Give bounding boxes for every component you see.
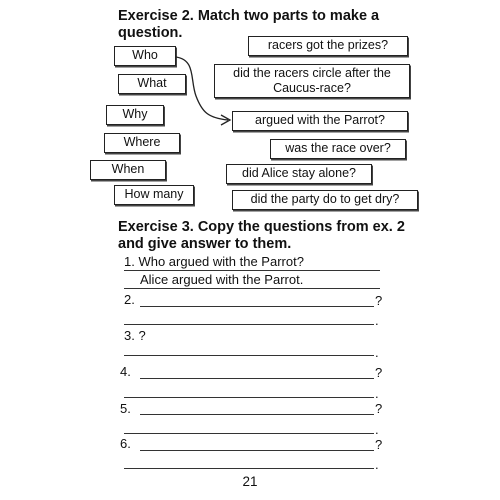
question-mark-4: ?	[375, 365, 383, 380]
period-mark-4: .	[375, 386, 379, 401]
right-item-argued-parrot[interactable]: argued with the Parrot?	[232, 111, 408, 131]
answer-line-4[interactable]	[124, 397, 374, 398]
left-item-why[interactable]: Why	[106, 105, 164, 125]
right-item-alice-alone[interactable]: did Alice stay alone?	[226, 164, 372, 184]
answer-1-text: Alice argued with the Parrot.	[140, 272, 304, 287]
answer-line-1a[interactable]	[124, 270, 380, 271]
period-mark-6: .	[375, 457, 379, 472]
question-1-text: 1. Who argued with the Parrot?	[124, 254, 304, 269]
left-item-what[interactable]: What	[118, 74, 186, 94]
period-mark-3: .	[375, 345, 379, 360]
right-item-race-over[interactable]: was the race over?	[270, 139, 406, 159]
left-item-how-many[interactable]: How many	[114, 185, 194, 205]
item-6-number: 6.	[120, 436, 131, 451]
exercise2-title-line1: Exercise 2. Match two parts to make a	[118, 8, 380, 24]
left-item-who[interactable]: Who	[114, 46, 176, 66]
question-line-3[interactable]	[124, 355, 374, 356]
item-2-number: 2.	[124, 292, 135, 307]
question-line-4[interactable]	[140, 378, 374, 379]
question-mark-6: ?	[375, 437, 383, 452]
answer-line-1b[interactable]	[124, 288, 380, 289]
item-5-number: 5.	[120, 401, 131, 416]
item-3-number: 3. ?	[124, 328, 146, 343]
period-mark-5: .	[375, 422, 379, 437]
right-item-racers-circle[interactable]: did the racers circle after the Caucus-race?	[214, 64, 410, 98]
answer-line-6[interactable]	[124, 468, 374, 469]
exercise3-title-line1: Exercise 3. Copy the questions from ex. 2	[118, 219, 405, 235]
question-line-6[interactable]	[140, 450, 374, 451]
answer-line-5[interactable]	[124, 433, 374, 434]
right-item-racers-got-prizes[interactable]: racers got the prizes?	[248, 36, 408, 56]
page-number: 21	[242, 474, 258, 489]
exercise2-title-line2: question.	[118, 25, 183, 41]
exercise3-title-line2: and give answer to them.	[118, 236, 292, 252]
question-mark-2: ?	[375, 293, 383, 308]
question-line-2[interactable]	[140, 306, 374, 307]
question-mark-5: ?	[375, 401, 383, 416]
answer-line-2[interactable]	[124, 324, 374, 325]
question-line-5[interactable]	[140, 414, 374, 415]
right-item-party-dry[interactable]: did the party do to get dry?	[232, 190, 418, 210]
period-mark-2: .	[375, 313, 379, 328]
item-4-number: 4.	[120, 364, 131, 379]
left-item-when[interactable]: When	[90, 160, 166, 180]
left-item-where[interactable]: Where	[104, 133, 180, 153]
